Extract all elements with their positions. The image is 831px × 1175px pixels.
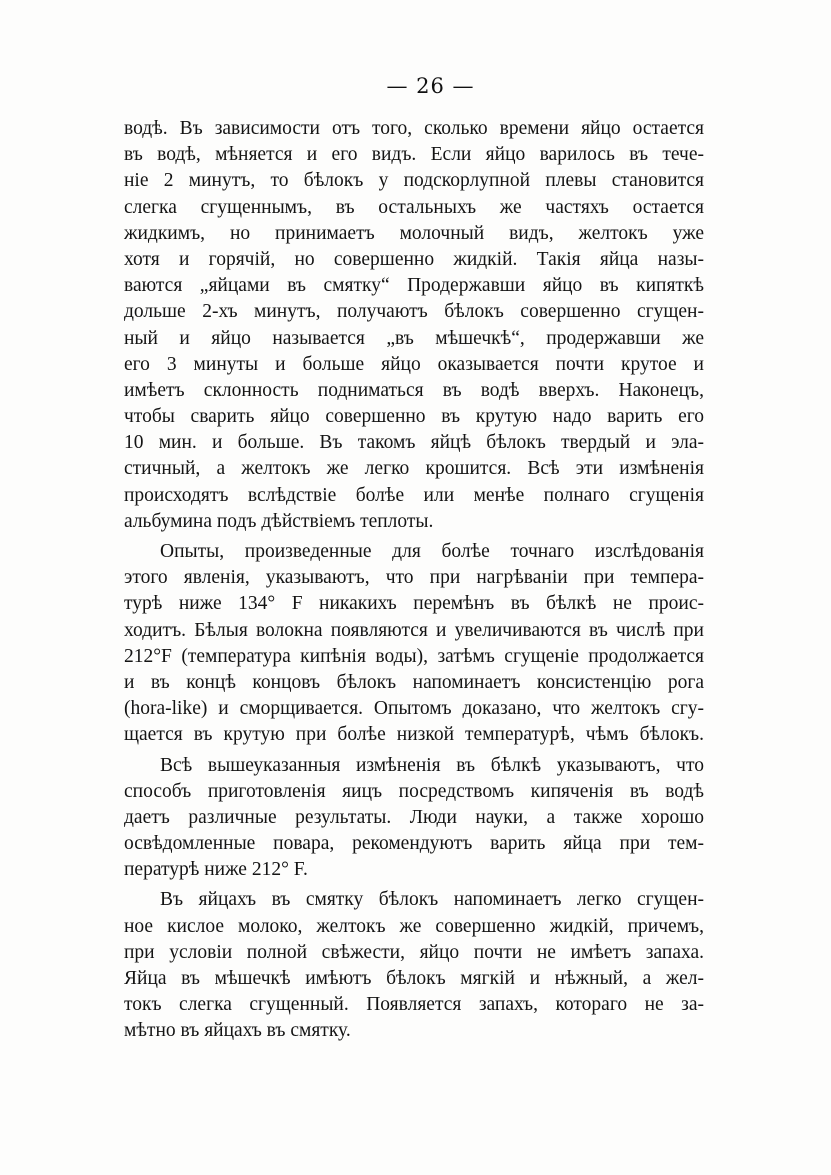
text-line: этого явленія, указываютъ, что при нагрѣваніи при темпера-: [124, 567, 704, 589]
text-line: хотя и горячій, но совершенно жидкій. Такія яйца назы-: [124, 248, 704, 270]
text-line: ное кислое молоко, желтокъ же совершенно жидкій, причемъ,: [124, 915, 704, 937]
text-line: имѣетъ склонность подниматься въ водѣ вверхъ. Наконецъ,: [124, 379, 704, 401]
text-line: стичный, а желтокъ же легко крошится. Всѣ эти измѣненія: [124, 458, 704, 480]
text-line: происходятъ вслѣдствіе болѣе или менѣе полнаго сгущенія: [124, 484, 704, 506]
text-line: слегка сгущеннымъ, въ остальныхъ же частяхъ остается: [124, 196, 704, 218]
text-line: освѣдомленные повара, рекомендуютъ варить яйца при тем-: [124, 833, 704, 855]
text-line: (hora-like) и сморщивается. Опытомъ доказано, что желтокъ сгу-: [124, 698, 704, 720]
paragraph: [124, 887, 704, 1044]
paragraph: [124, 539, 704, 749]
text-line: 212°F (температура кипѣнія воды), затѣмъ сгущеніе продолжается: [124, 645, 704, 667]
text-line: способъ приготовленія яицъ посредствомъ кипяченія въ водѣ: [124, 780, 704, 802]
text-line: его 3 минуты и больше яйцо оказывается почти крутое и: [124, 353, 704, 375]
paragraph: [124, 753, 704, 884]
text-line: альбумина подъ дѣйствіемъ теплоты.: [124, 510, 434, 532]
text-line: ный и яйцо называется „въ мѣшечкѣ“, продержавши же: [124, 327, 704, 349]
text-line: Яйца въ мѣшечкѣ имѣютъ бѣлокъ мягкій и нѣжный, а жел-: [124, 968, 704, 989]
text-line: въ водѣ, мѣняется и его видъ. Если яйцо варилось въ тече-: [124, 144, 704, 166]
text-line: токъ слегка сгущенный. Появляется запахъ, котораго не за-: [124, 994, 704, 1016]
text-line: турѣ ниже 134° F никакихъ перемѣнъ въ бѣлкѣ не проис-: [124, 593, 704, 615]
text-line: и въ концѣ концовъ бѣлокъ напоминаетъ консистенцію рога: [124, 671, 704, 693]
text-line: мѣтно въ яйцахъ въ смятку.: [124, 1020, 351, 1042]
text-line: даетъ различные результаты. Люди науки, а также хорошо: [124, 806, 704, 828]
text-line: Всѣ вышеуказанныя измѣненія въ бѣлкѣ указываютъ, что: [160, 754, 704, 776]
text-line: Въ яйцахъ въ смятку бѣлокъ напоминаетъ легко сгущен-: [160, 889, 704, 911]
text-line: 10 мин. и больше. Въ такомъ яйцѣ бѣлокъ твердый и эла-: [124, 432, 704, 454]
body-text: [124, 116, 704, 1045]
text-line: щается въ крутую при болѣе низкой температурѣ, чѣмъ бѣлокъ.: [124, 724, 704, 746]
paragraph: [124, 116, 704, 535]
text-line: жидкимъ, но принимаетъ молочный видъ, желтокъ уже: [124, 222, 704, 244]
text-line: Опыты, произведенные для болѣе точнаго изслѣдованія: [160, 541, 704, 562]
text-line: при условіи полной свѣжести, яйцо почти не имѣетъ запаха.: [124, 941, 704, 963]
text-line: дольше 2-хъ минутъ, получаютъ бѣлокъ совершенно сгущен-: [124, 301, 704, 323]
page-number: — 26 —: [386, 74, 475, 98]
text-line: пературѣ ниже 212° F.: [124, 859, 308, 881]
text-line: ваются „яйцами въ смятку“ Продержавши яйцо въ кипяткѣ: [124, 275, 704, 297]
text-line: чтобы сварить яйцо совершенно въ крутую надо варить его: [124, 406, 704, 428]
text-line: ходитъ. Бѣлыя волокна появляются и увеличиваются въ числѣ при: [124, 619, 704, 641]
text-line: водѣ. Въ зависимости отъ того, сколько времени яйцо остается: [124, 118, 704, 139]
text-line: ніе 2 минутъ, то бѣлокъ у подскорлупной плевы становится: [124, 170, 704, 192]
